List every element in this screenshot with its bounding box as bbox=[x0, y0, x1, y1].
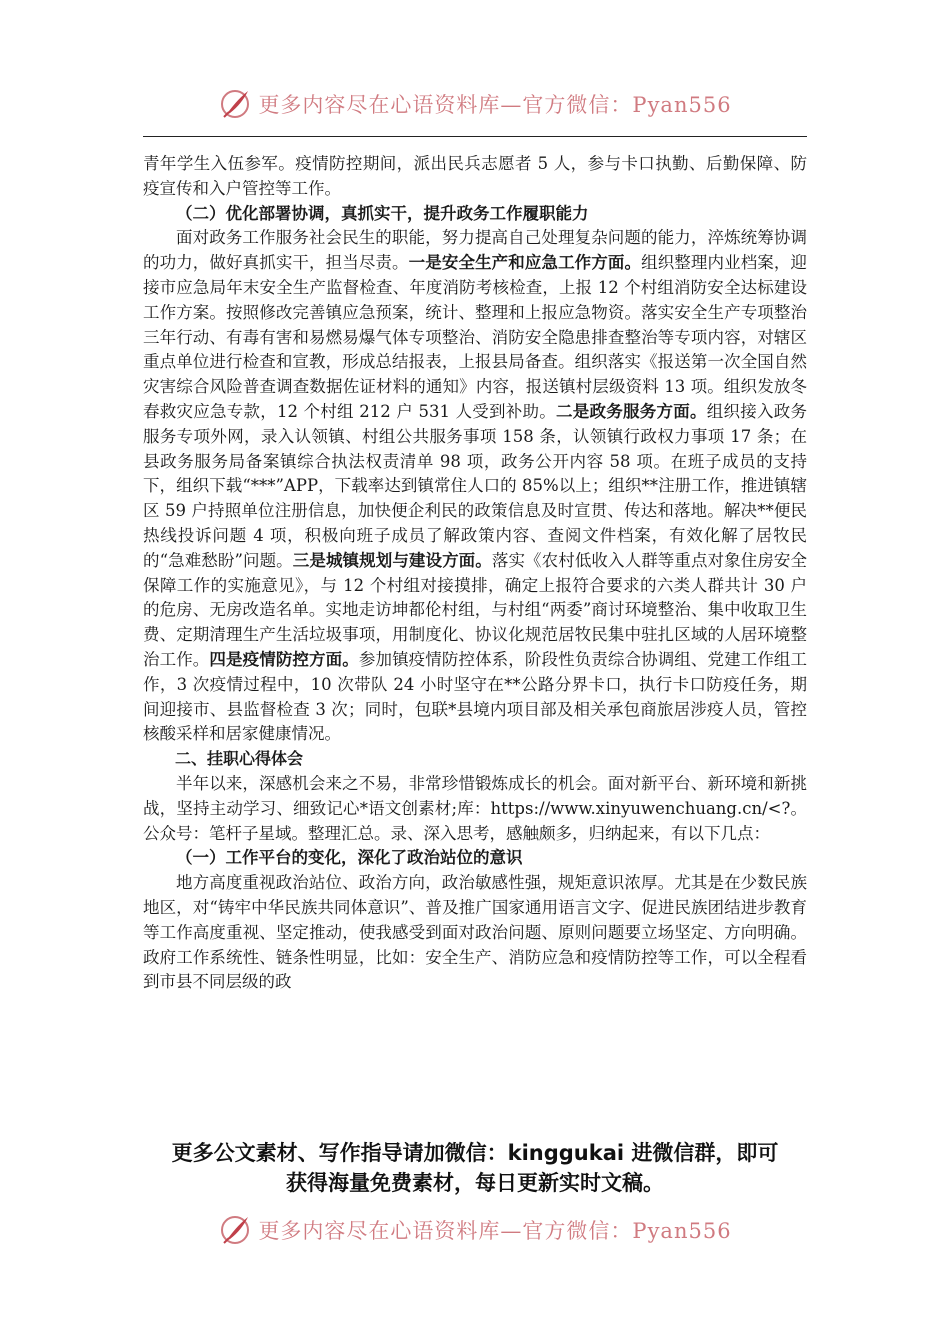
paragraph-political-awareness: 地方高度重视政治站位、政治方向，政治敏感性强，规矩意识浓厚。尤其是在少数民族地区，对“铸牢中华民族共同体意识”、普及推广国家通用语言文字、促进民族团结进步教育等工作高度重视、坚定推动，使我感受到面对政治问题、原则问题要立场坚定、方向明确。政府工作系统性、链条性明显，比如：安全生产、消防应急和疫情防控等工作，可以全程看到市县不同层级的政 bbox=[143, 873, 807, 992]
footer-banner bbox=[0, 1210, 950, 1250]
paragraph-government-affairs bbox=[143, 226, 807, 747]
promo-notice bbox=[100, 1138, 850, 1198]
banner-text: 更多内容尽在心语资料库—官方微信：Pyan556 bbox=[258, 93, 732, 117]
promo-line-2: 获得海量免费素材，每日更新实时文稿。 bbox=[286, 1171, 664, 1195]
text-run: 组织整理内业档案，迎接市应急局年末安全生产监督检查、年度消防考核检查，上报 12 个村组消防安全达标建设工作方案。按照修改完善镇应急预案，统计、整理和上报应急物资。落实安全生产专项整治三年行动、有毒有害和易燃易爆气体专项整治、消防安全隐患排查整治等专项内容，对辖区重点单位进行检查和宣教，形成总结报表，上报县局备查。组织落实《报送第一次全国自然灾害综合风险普查调查数据佐证材料的通知》内容，报送镇村层级资料 13 项。组织发放冬春救灾应急专款，12 个村组 212 户 531 人受到补助。 bbox=[143, 253, 808, 421]
document-body bbox=[143, 152, 807, 995]
bold-run-epidemic: 四是疫情防控方面。 bbox=[209, 649, 359, 669]
quill-logo-icon bbox=[218, 1213, 252, 1247]
text-run: 组织接入政务服务专项外网，录入认领镇、村组公共服务事项 158 条，认领镇行政权力事项 17 条；在县政务服务局备案镇综合执法权责清单 98 项，政务公开内容 58 项。在班子成员的支持下，组织下载“***”APP，下载率达到镇常住人口的 85%以上；组织**注册工作，推进镇辖区 59 户持照单位注册信息，加快便企利民的政策信息及时宣贯、传达和落地。解决**便民热线投诉问题 4 项，积极向班子成员了解政策内容、查阅文件档案，有效化解了居牧民的“急难愁盼”问题。 bbox=[143, 401, 808, 570]
section-heading-optimize: （二）优化部署协调，真抓实干，提升政务工作履职能力 bbox=[176, 203, 589, 223]
sub-heading-platform: （一）工作平台的变化，深化了政治站位的意识 bbox=[176, 848, 523, 868]
bold-run-planning: 三是城镇规划与建设方面。 bbox=[292, 550, 492, 570]
quill-logo-icon bbox=[218, 87, 252, 121]
paragraph-reflection: 半年以来，深感机会来之不易，非常珍惜锻炼成长的机会。面对新平台、新环境和新挑战，坚持主动学习、细致记心*语文创素材;库：https://www.xinyuwenchuang.cn/<?。公众号：笔杆子星域。整理汇总。录、深入思考，感触颇多，归纳起来，有以下几点： bbox=[143, 773, 807, 843]
bold-run-safety: 一是安全生产和应急工作方面。 bbox=[408, 253, 642, 273]
header-banner bbox=[0, 84, 950, 124]
text-run: 落实《农村低收入人群等重点对象住房安全保障工作的实施意见》，与 12 个村组对接摸排，确定上报符合要求的六类人群共计 30 户的危房、无房改造名单。实地走访坤都伦村组，与村组“两委”商讨环境整治、集中收取卫生费、定期清理生产生活垃圾事项，用制度化、协议化规范居牧民集中驻扎区域的人居环境整治工作。 bbox=[143, 550, 808, 669]
promo-line-1: 更多公文素材、写作指导请加微信：kinggukai 进微信群，即可 bbox=[171, 1141, 779, 1165]
text-run: 面对政务工作服务社会民生的职能，努力提高自己处理复杂问题的能力，淬炼统筹协调的功力，做好真抓实干，担当尽责。 bbox=[143, 228, 807, 273]
paragraph-continued: 青年学生入伍参军。疫情防控期间，派出民兵志愿者 5 人，参与卡口执勤、后勤保障、防疫宣传和入户管控等工作。 bbox=[143, 154, 807, 198]
part-heading-experience: 二、挂职心得体会 bbox=[175, 749, 304, 769]
banner-text: 更多内容尽在心语资料库—官方微信：Pyan556 bbox=[258, 1219, 732, 1243]
header-rule bbox=[143, 136, 807, 137]
bold-run-services: 二是政务服务方面。 bbox=[555, 401, 707, 421]
text-run: 参加镇疫情防控体系，阶段性负责综合协调组、党建工作组工作，3 次疫情过程中，10 次带队 24 小时坚守在**公路分界卡口，执行卡口防疫任务，期间迎接市、县监督检查 3 次；同时，包联*县境内项目部及相关承包商旅居涉疫人员，管控核酸采样和居家健康情况。 bbox=[143, 649, 808, 744]
